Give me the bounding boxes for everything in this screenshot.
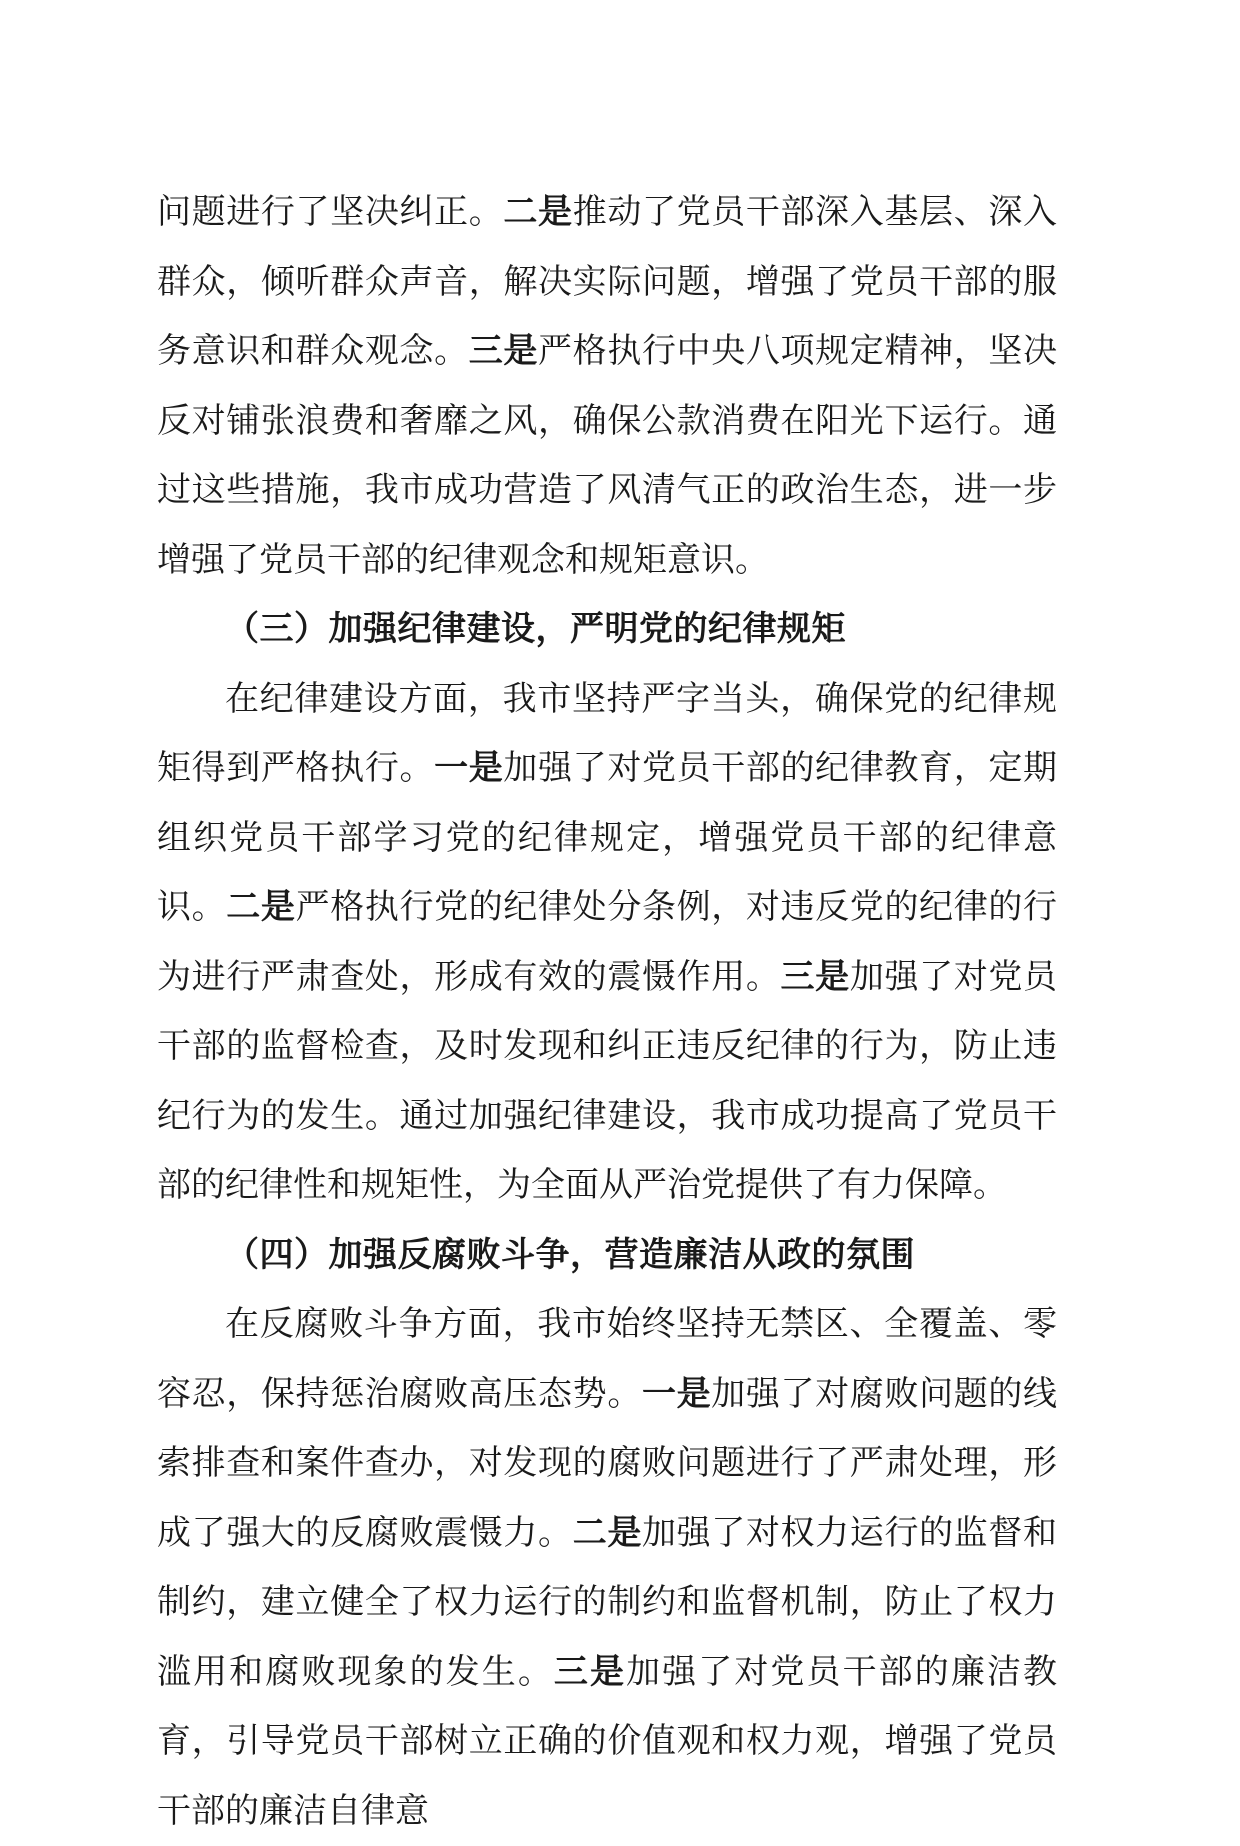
paragraph-section-3	[157, 665, 1057, 1221]
bold-marker: 三是	[780, 956, 850, 997]
sentence: 加强了对党员干部的廉洁教育，引导党员干部树立正确的价值观和权力观，增强了党员干部的廉洁自律意	[157, 1651, 1058, 1831]
section-4-heading: （四）加强反腐败斗争，营造廉洁从政的氛围	[225, 1234, 915, 1275]
paragraph-section-4	[157, 1290, 1057, 1846]
bold-marker: 一是	[434, 748, 504, 788]
bold-marker: 二是	[226, 887, 296, 927]
sentence: 严格执行党的纪律处分条例，对违反党的纪律的行为进行严肃查处，形成有效的震慑作用。	[157, 887, 1058, 997]
section-3-heading: （三）加强纪律建设，严明党的纪律规矩	[225, 609, 846, 649]
sentence: 加强了对党员干部的监督检查，及时发现和纠正违反纪律的行为，防止违纪行为的发生。通过加强纪律建设，我市成功提高了党员干部的纪律性和规矩性，为全面从严治党提供了有力保障。	[157, 956, 1058, 1205]
paragraph-section-2-tail	[157, 178, 1057, 595]
sentence: 加强了对腐败问题的线索排查和案件查办，对发现的腐败问题进行了严肃处理，形成了强大的反腐败震慑力。	[157, 1373, 1058, 1553]
bold-marker: 三是	[553, 1651, 627, 1692]
bold-marker: 二是	[572, 1512, 642, 1553]
bold-marker: 一是	[641, 1373, 712, 1414]
sentence: 在纪律建设方面，我市坚持严字当头，确保党的纪律规矩得到严格执行。	[157, 678, 1057, 788]
body-text	[157, 178, 1057, 1846]
sentence: 推动了党员干部深入基层、深入群众，倾听群众声音，解决实际问题，增强了党员干部的服务意识和群众观念。	[157, 192, 1058, 371]
bold-marker: 二是	[503, 192, 573, 232]
sentence: 加强了对党员干部的纪律教育，定期组织党员干部学习党的纪律规定，增强党员干部的纪律意识。	[157, 748, 1058, 927]
sentence: 严格执行中央八项规定精神，坚决反对铺张浪费和奢靡之风，确保公款消费在阳光下运行。通过这些措施，我市成功营造了风清气正的政治生态，进一步增强了党员干部的纪律观念和规矩意识。	[157, 331, 1058, 580]
sentence: 在反腐败斗争方面，我市始终坚持无禁区、全覆盖、零容忍，保持惩治腐败高压态势。	[157, 1304, 1057, 1414]
bold-marker: 三是	[468, 331, 539, 371]
sentence: 加强了对权力运行的监督和制约，建立健全了权力运行的制约和监督机制，防止了权力滥用和腐败现象的发生。	[157, 1512, 1058, 1692]
sentence: 问题进行了坚决纠正。	[157, 192, 504, 232]
